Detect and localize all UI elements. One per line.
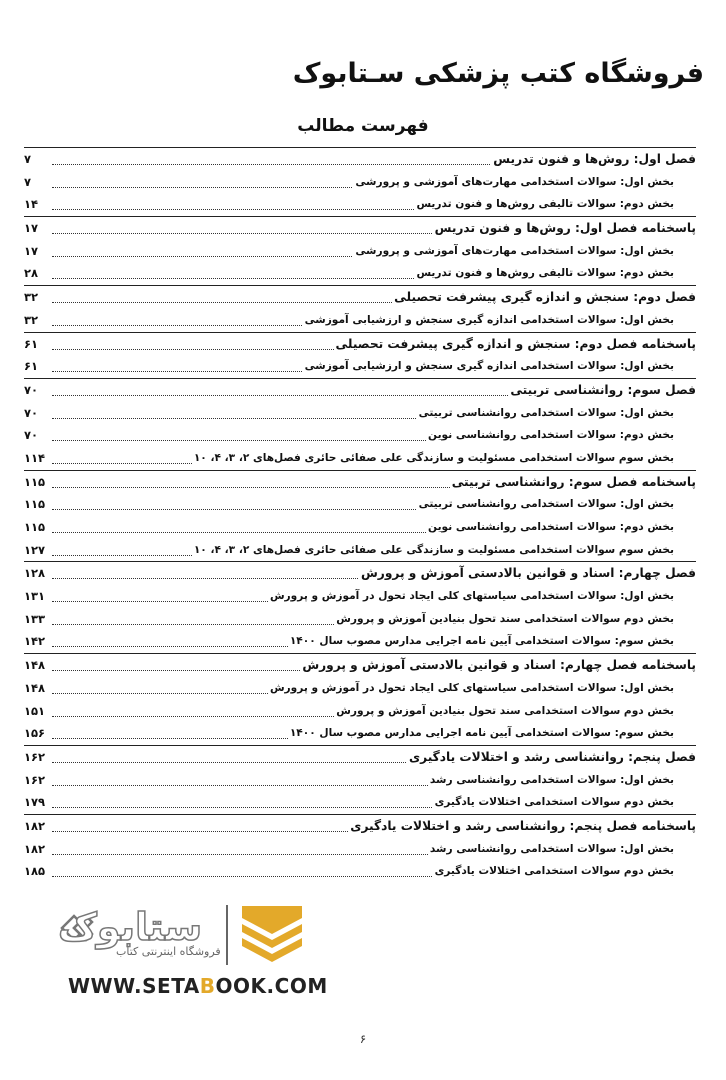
toc-entry-label: بخش دوم: سوالات تالیفی روش‌ها و فنون تدریس xyxy=(414,262,674,285)
toc-entry-label: فصل دوم: سنجش و اندازه گیری پیشرفت تحصیلی xyxy=(392,286,696,309)
toc-page-number: ۷۰ xyxy=(24,424,40,447)
toc-entry-label: بخش سوم سوالات استخدامی مسئولیت و سازندگی علی صفائی حائری فصل‌های ۲، ۳، ۴، ۱۰ xyxy=(192,539,674,562)
toc-entry-label: بخش دوم: سوالات استخدامی روانشناسی نوین xyxy=(426,424,674,447)
toc-section-row[interactable] xyxy=(24,516,696,539)
logo-tagline: فروشگاه اینترنتی کتاب xyxy=(116,945,221,958)
toc-page-number: ۱۲۷ xyxy=(24,539,47,562)
toc-section-row[interactable] xyxy=(24,608,696,631)
toc-page-number: ۱۸۵ xyxy=(24,860,47,883)
toc-section-row[interactable] xyxy=(24,838,696,861)
toc-page-number: ۱۱۵ xyxy=(24,516,47,539)
toc-chapter-row[interactable] xyxy=(24,561,696,585)
toc-entry-label: بخش دوم سوالات استخدامی اختلالات یادگیری xyxy=(433,791,674,814)
toc-section-row[interactable] xyxy=(24,193,696,216)
toc-entry-label: بخش اول: سوالات استخدامی روانشناسی تربیتی xyxy=(417,402,674,425)
toc-page-number: ۱۱۵ xyxy=(24,493,47,516)
toc-page-number: ۳۲ xyxy=(24,309,40,332)
toc-entry-label: فصل سوم: روانشناسی تربیتی xyxy=(508,379,696,402)
toc-section-row[interactable] xyxy=(24,309,696,332)
toc-entry-label: بخش سوم: سوالات استخدامی آیین نامه اجرایی مدارس مصوب سال ۱۴۰۰ xyxy=(288,722,674,745)
toc-page-number: ۱۱۴ xyxy=(24,447,47,470)
toc-entry-label: پاسخنامه فصل اول: روش‌ها و فنون تدریس xyxy=(433,217,696,240)
toc-section-row[interactable] xyxy=(24,355,696,378)
logo-wordmark xyxy=(58,905,228,965)
toc-page-number: ۱۵۶ xyxy=(24,722,47,745)
toc-entry-label: بخش اول: سوالات استخدامی مهارت‌های آموزشی و پرورشی xyxy=(353,240,674,263)
book-stack-icon xyxy=(242,906,302,962)
toc-section-row[interactable] xyxy=(24,677,696,700)
toc-chapter-row[interactable] xyxy=(24,285,696,309)
toc-entry-label: بخش سوم: سوالات استخدامی آیین نامه اجرایی مدارس مصوب سال ۱۴۰۰ xyxy=(288,630,674,653)
table-of-contents xyxy=(24,147,696,883)
url-suffix: OOK.COM xyxy=(215,974,328,998)
toc-section-row[interactable] xyxy=(24,171,696,194)
toc-section-row[interactable] xyxy=(24,860,696,883)
toc-chapter-row[interactable] xyxy=(24,216,696,240)
toc-page-number: ۷ xyxy=(24,148,33,171)
toc-page-number: ۱۶۲ xyxy=(24,746,47,769)
toc-entry-label: بخش دوم: سوالات تالیفی روش‌ها و فنون تدریس xyxy=(414,193,674,216)
toc-page-number: ۱۵۱ xyxy=(24,700,47,723)
toc-page-number: ۶۱ xyxy=(24,355,40,378)
toc-page-number: ۳۲ xyxy=(24,286,40,309)
toc-chapter-row[interactable] xyxy=(24,814,696,838)
toc-title-text: فهرست مطالب xyxy=(297,116,429,136)
toc-section-row[interactable] xyxy=(24,769,696,792)
website-url[interactable] xyxy=(68,974,328,998)
toc-entry-label: بخش اول: سوالات استخدامی روانشناسی تربیتی xyxy=(417,493,674,516)
toc-entry-label: فصل چهارم: اسناد و قوانین بالادستی آموزش و پرورش xyxy=(359,562,696,585)
toc-section-row[interactable] xyxy=(24,539,696,562)
toc-page-number: ۱۸۲ xyxy=(24,815,47,838)
toc-section-row[interactable] xyxy=(24,262,696,285)
toc-chapter-row[interactable] xyxy=(24,745,696,769)
toc-page-number: ۱۴۸ xyxy=(24,677,47,700)
toc-entry-label: بخش اول: سوالات استخدامی اندازه گیری سنجش و ارزشیابی آموزشی xyxy=(303,355,674,378)
toc-section-row[interactable] xyxy=(24,791,696,814)
toc-entry-label: بخش اول: سوالات استخدامی اندازه گیری سنجش و ارزشیابی آموزشی xyxy=(303,309,674,332)
toc-entry-label: بخش اول: سوالات استخدامی سیاستهای کلی ایجاد تحول در آموزش و پرورش xyxy=(268,585,674,608)
toc-section-row[interactable] xyxy=(24,700,696,723)
toc-section-row[interactable] xyxy=(24,630,696,653)
toc-page-number: ۱۷۹ xyxy=(24,791,47,814)
toc-section-row[interactable] xyxy=(24,240,696,263)
toc-page-number: ۱۷ xyxy=(24,217,40,240)
logo-divider xyxy=(226,905,228,965)
toc-chapter-row[interactable] xyxy=(24,147,696,171)
toc-page-number: ۱۳۳ xyxy=(24,608,47,631)
toc-entry-label: بخش دوم سوالات استخدامی سند تحول بنیادین آموزش و پرورش xyxy=(334,700,674,723)
toc-page-number: ۱۶۲ xyxy=(24,769,47,792)
toc-page-number: ۱۷ xyxy=(24,240,40,263)
toc-page-number: ۱۸۲ xyxy=(24,838,47,861)
url-prefix: WWW.SETA xyxy=(68,974,200,998)
toc-entry-label: پاسخنامه فصل پنجم: روانشناسی رشد و اختلالات یادگیری xyxy=(348,815,696,838)
toc-chapter-row[interactable] xyxy=(24,653,696,677)
toc-entry-label: بخش اول: سوالات استخدامی سیاستهای کلی ایجاد تحول در آموزش و پرورش xyxy=(268,677,674,700)
toc-entry-label: بخش دوم سوالات استخدامی سند تحول بنیادین آموزش و پرورش xyxy=(334,608,674,631)
toc-entry-label: بخش اول: سوالات استخدامی روانشناسی رشد xyxy=(428,838,674,861)
toc-entry-label: بخش دوم سوالات استخدامی اختلالات یادگیری xyxy=(433,860,674,883)
toc-entry-label: فصل پنجم: روانشناسی رشد و اختلالات یادگیری xyxy=(407,746,696,769)
toc-chapter-row[interactable] xyxy=(24,378,696,402)
toc-page-number: ۱۴۲ xyxy=(24,630,47,653)
toc-entry-label: بخش اول: سوالات استخدامی مهارت‌های آموزشی و پرورشی xyxy=(353,171,674,194)
toc-entry-label: پاسخنامه فصل چهارم: اسناد و قوانین بالادستی آموزش و پرورش xyxy=(300,654,696,677)
toc-page-number: ۷۰ xyxy=(24,402,40,425)
toc-section-row[interactable] xyxy=(24,402,696,425)
page-number: ۶ xyxy=(359,1032,367,1046)
toc-entry-label: فصل اول: روش‌ها و فنون تدریس xyxy=(491,148,696,171)
toc-section-row[interactable] xyxy=(24,424,696,447)
toc-page-number: ۷۰ xyxy=(24,379,40,402)
toc-chapter-row[interactable] xyxy=(24,470,696,494)
toc-section-row[interactable] xyxy=(24,447,696,470)
toc-page-number: ۱۱۵ xyxy=(24,471,47,494)
toc-entry-label: پاسخنامه فصل دوم: سنجش و اندازه گیری پیشرفت تحصیلی xyxy=(334,333,696,356)
logo-brand-name: ستابوک xyxy=(58,905,203,949)
toc-section-row[interactable] xyxy=(24,722,696,745)
toc-page-number: ۱۳۱ xyxy=(24,585,47,608)
url-accent: B xyxy=(199,974,216,998)
toc-title xyxy=(0,116,726,136)
store-title: فروشگاه کتب پزشکی سـتابوک xyxy=(292,58,704,89)
toc-page-number: ۱۴۸ xyxy=(24,654,47,677)
toc-page-number: ۷ xyxy=(24,171,33,194)
toc-page-number: ۱۲۸ xyxy=(24,562,47,585)
toc-entry-label: پاسخنامه فصل سوم: روانشناسی تربیتی xyxy=(450,471,696,494)
toc-chapter-row[interactable] xyxy=(24,332,696,356)
toc-page-number: ۶۱ xyxy=(24,333,40,356)
toc-page-number: ۱۴ xyxy=(24,193,40,216)
toc-entry-label: بخش دوم: سوالات استخدامی روانشناسی نوین xyxy=(426,516,674,539)
toc-section-row[interactable] xyxy=(24,493,696,516)
toc-section-row[interactable] xyxy=(24,585,696,608)
toc-entry-label: بخش سوم سوالات استخدامی مسئولیت و سازندگی علی صفائی حائری فصل‌های ۲، ۳، ۴، ۱۰ xyxy=(192,447,674,470)
toc-entry-label: بخش اول: سوالات استخدامی روانشناسی رشد xyxy=(428,769,674,792)
toc-page-number: ۲۸ xyxy=(24,262,40,285)
